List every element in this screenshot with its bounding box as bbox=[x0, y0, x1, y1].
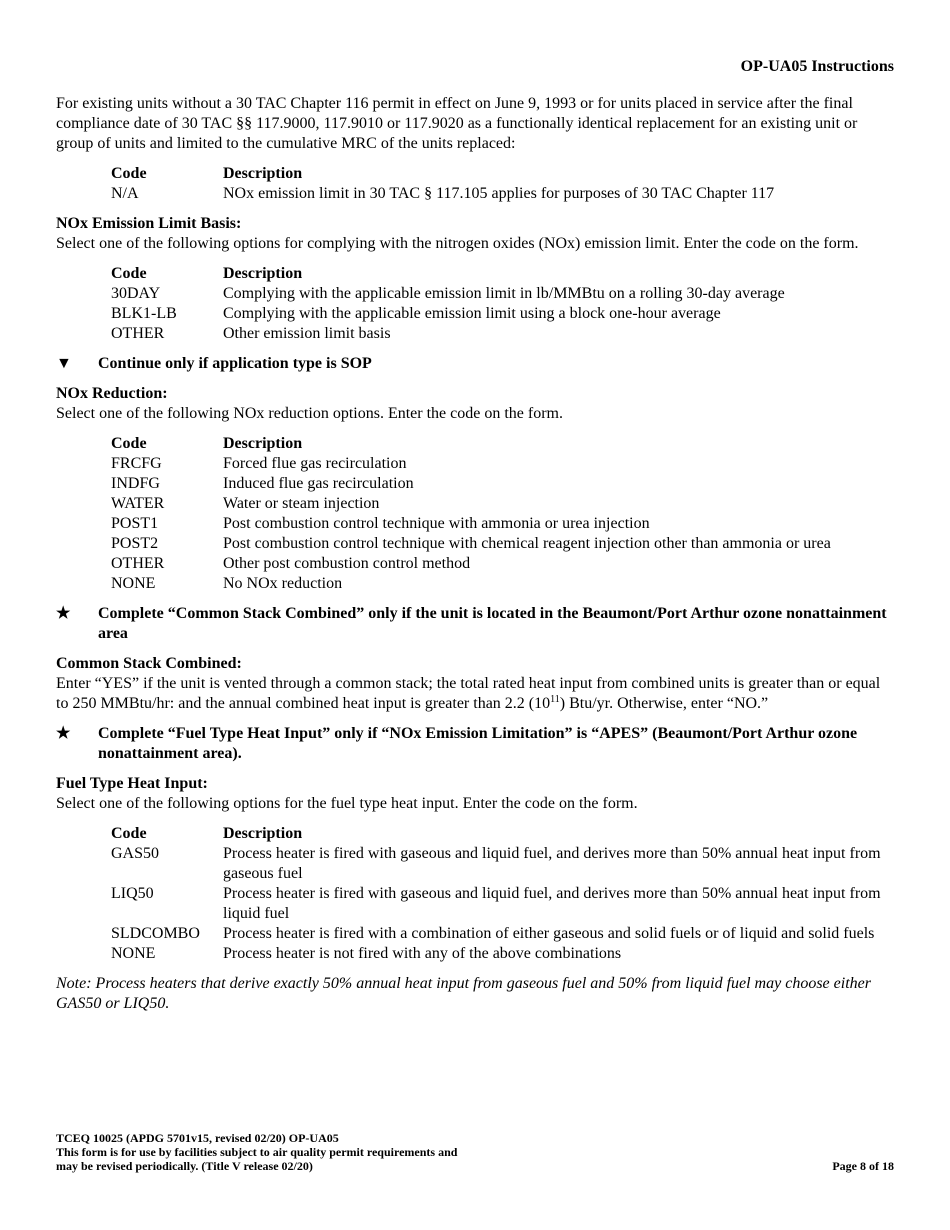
table-header-row bbox=[111, 164, 774, 184]
code-cell: GAS50 bbox=[111, 845, 160, 862]
code-cell: NONE bbox=[111, 945, 156, 962]
code-cell: BLK1-LB bbox=[111, 305, 177, 322]
code-cell: SLDCOMBO bbox=[111, 925, 200, 942]
section-text-limit-basis: Select one of the following options for complying with the nitrogen oxides (NOx) emission limit. Enter the code on the form. bbox=[56, 235, 859, 252]
intro-paragraph: For existing units without a 30 TAC Chapter 116 permit in effect on June 9, 1993 or for units placed in service after the final compliance date of 30 TAC §§ 117.9000, 117.9010 or 117.9020 as a functionally identical replacement for an existing unit or group of units and limited to the cumulative MRC of the units replaced: bbox=[56, 95, 858, 152]
code-table-limit-basis bbox=[111, 264, 785, 344]
description-header: Description bbox=[223, 265, 303, 282]
description-cell: NOx emission limit in 30 TAC § 117.105 applies for purposes of 30 TAC Chapter 117 bbox=[223, 185, 775, 202]
code-header: Code bbox=[111, 165, 147, 182]
table-row bbox=[111, 534, 831, 554]
description-cell: Process heater is fired with a combination of either gaseous and solid fuels or of liquid and solid fuels bbox=[223, 925, 875, 942]
code-header: Code bbox=[111, 435, 147, 452]
section-title-limit-basis: NOx Emission Limit Basis: bbox=[56, 215, 242, 232]
code-table-na bbox=[111, 164, 774, 204]
exponent: 11 bbox=[550, 694, 560, 705]
table-row bbox=[111, 324, 785, 344]
description-cell: Water or steam injection bbox=[223, 495, 380, 512]
table-row bbox=[111, 474, 831, 494]
description-cell: Process heater is not fired with any of the above combinations bbox=[223, 945, 622, 962]
description-cell: Induced flue gas recirculation bbox=[223, 475, 414, 492]
description-cell: Process heater is fired with gaseous and liquid fuel, and derives more than 50% annual heat input from liquid fuel bbox=[223, 885, 881, 922]
description-cell: Forced flue gas recirculation bbox=[223, 455, 407, 472]
page-number: Page 8 of 18 bbox=[832, 1159, 894, 1173]
code-cell: POST2 bbox=[111, 535, 159, 552]
footer-form-id: TCEQ 10025 (APDG 5701v15, revised 02/20) OP-UA05 bbox=[56, 1131, 339, 1145]
page-footer bbox=[56, 1131, 894, 1173]
instruction-flag-sop bbox=[56, 354, 896, 374]
table-row bbox=[111, 574, 831, 594]
table-header-row bbox=[111, 824, 896, 844]
table-row bbox=[111, 844, 896, 884]
section-title-common-stack: Common Stack Combined: bbox=[56, 655, 242, 672]
code-header: Code bbox=[111, 825, 147, 842]
section-text-nox-reduction: Select one of the following NOx reduction options. Enter the code on the form. bbox=[56, 405, 563, 422]
table-row bbox=[111, 184, 774, 204]
code-cell: OTHER bbox=[111, 555, 165, 572]
description-cell: Post combustion control technique with chemical reagent injection other than ammonia or urea bbox=[223, 535, 831, 552]
table-row bbox=[111, 284, 785, 304]
code-table-nox-reduction bbox=[111, 434, 831, 594]
table-row bbox=[111, 924, 896, 944]
table-header-row bbox=[111, 434, 831, 454]
note-paragraph: Note: Process heaters that derive exactly 50% annual heat input from gaseous fuel and 50% from liquid fuel may choose either GAS50 or LIQ50. bbox=[56, 975, 871, 1012]
section-text-common-stack bbox=[56, 674, 896, 714]
table-row bbox=[111, 304, 785, 324]
table-row bbox=[111, 514, 831, 534]
text-part: Enter “YES” if the unit is vented through a common stack; the total rated heat input from combined units is greater than or equal to 250 MMBtu/hr: and the annual combined heat input is greater than 2.2 (10 bbox=[56, 675, 881, 712]
description-header: Description bbox=[223, 825, 303, 842]
table-row bbox=[111, 884, 896, 924]
table-row bbox=[111, 454, 831, 474]
code-cell: N/A bbox=[111, 185, 139, 202]
table-row bbox=[111, 554, 831, 574]
description-header: Description bbox=[223, 165, 303, 182]
description-cell: Complying with the applicable emission limit in lb/MMBtu on a rolling 30-day average bbox=[223, 285, 785, 302]
star-icon: ★ bbox=[56, 725, 71, 742]
code-cell: LIQ50 bbox=[111, 885, 154, 902]
code-table-fuel-type bbox=[111, 824, 896, 964]
description-cell: Process heater is fired with gaseous and liquid fuel, and derives more than 50% annual heat input from gaseous fuel bbox=[223, 845, 881, 882]
description-cell: Post combustion control technique with ammonia or urea injection bbox=[223, 515, 650, 532]
code-cell: FRCFG bbox=[111, 455, 162, 472]
code-cell: NONE bbox=[111, 575, 156, 592]
description-header: Description bbox=[223, 435, 303, 452]
instruction-flag-common-stack bbox=[56, 604, 896, 644]
text-part: ) Btu/yr. Otherwise, enter “NO.” bbox=[559, 695, 769, 712]
document-body bbox=[56, 94, 896, 1014]
code-cell: 30DAY bbox=[111, 285, 161, 302]
code-header: Code bbox=[111, 265, 147, 282]
code-cell: INDFG bbox=[111, 475, 160, 492]
footer-release-line: may be revised periodically. (Title V release 02/20) bbox=[56, 1159, 313, 1173]
code-cell: WATER bbox=[111, 495, 165, 512]
code-cell: OTHER bbox=[111, 325, 165, 342]
description-cell: No NOx reduction bbox=[223, 575, 343, 592]
description-cell: Other emission limit basis bbox=[223, 325, 391, 342]
flag-text: Complete “Fuel Type Heat Input” only if “NOx Emission Limitation” is “APES” (Beaumont/Port Arthur ozone nonattainment area). bbox=[98, 725, 858, 762]
description-cell: Other post combustion control method bbox=[223, 555, 471, 572]
footer-usage-line: This form is for use by facilities subject to air quality permit requirements and bbox=[56, 1145, 458, 1159]
table-header-row bbox=[111, 264, 785, 284]
flag-text: Continue only if application type is SOP bbox=[98, 355, 372, 372]
table-row bbox=[111, 944, 896, 964]
page-header-title: OP-UA05 Instructions bbox=[740, 58, 894, 75]
section-text-fuel-type: Select one of the following options for the fuel type heat input. Enter the code on the form. bbox=[56, 795, 638, 812]
flag-text: Complete “Common Stack Combined” only if the unit is located in the Beaumont/Port Arthur ozone nonattainment area bbox=[98, 605, 887, 642]
section-title-fuel-type: Fuel Type Heat Input: bbox=[56, 775, 208, 792]
code-cell: POST1 bbox=[111, 515, 159, 532]
triangle-down-icon: ▼ bbox=[56, 355, 72, 372]
section-title-nox-reduction: NOx Reduction: bbox=[56, 385, 168, 402]
instruction-flag-fuel-type bbox=[56, 724, 896, 764]
description-cell: Complying with the applicable emission limit using a block one-hour average bbox=[223, 305, 721, 322]
star-icon: ★ bbox=[56, 605, 71, 622]
table-row bbox=[111, 494, 831, 514]
